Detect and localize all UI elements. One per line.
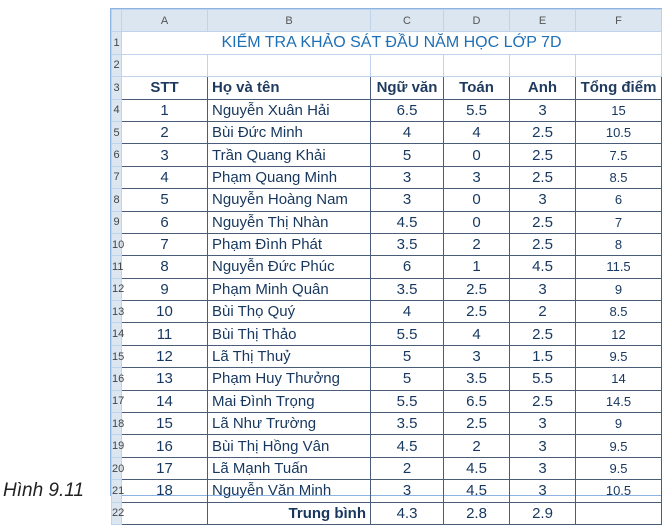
empty-cell[interactable] — [576, 54, 662, 76]
cell-math[interactable]: 4 — [444, 121, 510, 143]
table-row — [112, 390, 662, 412]
header-english[interactable]: Anh — [510, 77, 576, 99]
cell-stt[interactable]: 8 — [122, 256, 208, 278]
empty-cell[interactable] — [122, 54, 208, 76]
row-header[interactable]: 17 — [112, 390, 122, 412]
cell-stt[interactable]: 15 — [122, 413, 208, 435]
cell-literature[interactable]: 3.5 — [371, 233, 444, 255]
cell-literature[interactable]: 5 — [371, 368, 444, 390]
cell-total[interactable]: 9.5 — [576, 345, 662, 367]
column-header-d[interactable]: D — [444, 10, 510, 32]
row-header[interactable]: 18 — [112, 413, 122, 435]
cell-name[interactable]: Bùi Thị Hồng Vân — [208, 435, 371, 457]
cell-stt[interactable]: 12 — [122, 345, 208, 367]
cell-total[interactable]: 6 — [576, 189, 662, 211]
average-literature[interactable]: 4.3 — [371, 502, 444, 524]
cell-literature[interactable]: 3.5 — [371, 413, 444, 435]
table-row — [112, 233, 662, 255]
row-header[interactable]: 2 — [112, 54, 122, 76]
row-header[interactable]: 21 — [112, 480, 122, 502]
cell-english[interactable]: 2 — [510, 301, 576, 323]
row-header[interactable]: 9 — [112, 211, 122, 233]
cell-total[interactable]: 10.5 — [576, 480, 662, 502]
cell-literature[interactable]: 5.5 — [371, 323, 444, 345]
cell-total[interactable]: 8.5 — [576, 301, 662, 323]
cell-name[interactable]: Nguyễn Hoàng Nam — [208, 189, 371, 211]
cell-english[interactable]: 2.5 — [510, 166, 576, 188]
cell-literature[interactable]: 5 — [371, 144, 444, 166]
table-row — [112, 121, 662, 143]
table-row — [112, 256, 662, 278]
cell-name[interactable]: Bùi Thọ Quý — [208, 301, 371, 323]
cell-english[interactable]: 2.5 — [510, 144, 576, 166]
cell-literature[interactable]: 5.5 — [371, 390, 444, 412]
cell-math[interactable]: 2.5 — [444, 413, 510, 435]
cell-stt[interactable]: 16 — [122, 435, 208, 457]
empty-cell[interactable] — [444, 54, 510, 76]
cell-stt[interactable]: 5 — [122, 189, 208, 211]
cell-stt[interactable]: 13 — [122, 368, 208, 390]
cell-stt[interactable]: 11 — [122, 323, 208, 345]
column-header-b[interactable]: B — [208, 10, 371, 32]
cell-total[interactable]: 9.5 — [576, 435, 662, 457]
cell-total[interactable]: 15 — [576, 99, 662, 121]
cell-math[interactable]: 6.5 — [444, 390, 510, 412]
cell-total[interactable]: 9 — [576, 413, 662, 435]
header-name[interactable]: Họ và tên — [208, 77, 371, 99]
cell-english[interactable]: 3 — [510, 435, 576, 457]
column-header-e[interactable]: E — [510, 10, 576, 32]
cell-name[interactable]: Phạm Minh Quân — [208, 278, 371, 300]
cell-literature[interactable]: 2 — [371, 457, 444, 479]
cell-math[interactable]: 3 — [444, 166, 510, 188]
cell-total[interactable]: 11.5 — [576, 256, 662, 278]
header-math[interactable]: Toán — [444, 77, 510, 99]
cell-stt[interactable]: 4 — [122, 166, 208, 188]
empty-cell[interactable] — [208, 54, 371, 76]
table-row — [112, 480, 662, 502]
cell-stt[interactable]: 18 — [122, 480, 208, 502]
cell-literature[interactable]: 4.5 — [371, 211, 444, 233]
cell-math[interactable]: 0 — [444, 144, 510, 166]
cell-literature[interactable]: 3 — [371, 189, 444, 211]
row-header[interactable]: 6 — [112, 144, 122, 166]
table-row — [112, 211, 662, 233]
cell-name[interactable]: Phạm Đình Phát — [208, 233, 371, 255]
table-row — [112, 144, 662, 166]
cell-name[interactable]: Lã Thị Thuỷ — [208, 345, 371, 367]
sheet-row-1 — [112, 32, 662, 54]
cell-english[interactable]: 2.5 — [510, 390, 576, 412]
cell-total[interactable]: 7.5 — [576, 144, 662, 166]
table-row — [112, 301, 662, 323]
table-row — [112, 413, 662, 435]
sheet-row-2 — [112, 54, 662, 76]
cell-name[interactable]: Phạm Quang Minh — [208, 166, 371, 188]
header-stt[interactable]: STT — [122, 77, 208, 99]
cell-name[interactable]: Nguyễn Xuân Hải — [208, 99, 371, 121]
cell-total[interactable]: 8.5 — [576, 166, 662, 188]
cell-english[interactable]: 3 — [510, 278, 576, 300]
cell-math[interactable]: 2 — [444, 233, 510, 255]
cell-literature[interactable]: 3 — [371, 166, 444, 188]
cell-name[interactable]: Nguyễn Thị Nhàn — [208, 211, 371, 233]
cell-total[interactable]: 10.5 — [576, 121, 662, 143]
cell-math[interactable]: 2 — [444, 435, 510, 457]
empty-cell[interactable] — [576, 502, 662, 524]
spreadsheet — [110, 8, 662, 522]
average-label[interactable]: Trung bình — [208, 502, 371, 524]
cell-name[interactable]: Bùi Thị Thảo — [208, 323, 371, 345]
column-header-f[interactable]: F — [576, 10, 662, 32]
table-row — [112, 368, 662, 390]
cell-english[interactable]: 2.5 — [510, 323, 576, 345]
cell-literature[interactable]: 6.5 — [371, 99, 444, 121]
cell-name[interactable]: Phạm Huy Thưởng — [208, 368, 371, 390]
cell-stt[interactable]: 6 — [122, 211, 208, 233]
row-header[interactable]: 7 — [112, 166, 122, 188]
figure-caption: Hình 9.11 — [3, 480, 84, 501]
row-header[interactable]: 13 — [112, 301, 122, 323]
cell-total[interactable]: 8 — [576, 233, 662, 255]
row-header[interactable]: 1 — [112, 32, 122, 54]
column-header-a[interactable]: A — [122, 10, 208, 32]
row-header[interactable]: 22 — [112, 502, 122, 524]
table-row — [112, 323, 662, 345]
cell-stt[interactable]: 2 — [122, 121, 208, 143]
cell-name[interactable]: Mai Đình Trọng — [208, 390, 371, 412]
table-row — [112, 345, 662, 367]
cell-literature[interactable]: 6 — [371, 256, 444, 278]
cell-english[interactable]: 2.5 — [510, 233, 576, 255]
header-literature[interactable]: Ngữ văn — [371, 77, 444, 99]
average-english[interactable]: 2.9 — [510, 502, 576, 524]
cell-english[interactable]: 2.5 — [510, 121, 576, 143]
cell-stt[interactable]: 1 — [122, 99, 208, 121]
table-row — [112, 189, 662, 211]
cell-literature[interactable]: 4 — [371, 301, 444, 323]
average-math[interactable]: 2.8 — [444, 502, 510, 524]
row-header[interactable]: 3 — [112, 77, 122, 99]
cell-math[interactable]: 0 — [444, 211, 510, 233]
row-header[interactable]: 12 — [112, 278, 122, 300]
sheet-title[interactable]: KIỂM TRA KHẢO SÁT ĐẦU NĂM HỌC LỚP 7D — [122, 32, 662, 54]
cell-english[interactable]: 2.5 — [510, 211, 576, 233]
cell-literature[interactable]: 4.5 — [371, 435, 444, 457]
cell-stt[interactable]: 14 — [122, 390, 208, 412]
cell-math[interactable]: 1 — [444, 256, 510, 278]
table-header-row — [112, 77, 662, 99]
cell-name[interactable]: Nguyễn Văn Minh — [208, 480, 371, 502]
row-header[interactable]: 5 — [112, 121, 122, 143]
select-all-corner[interactable] — [112, 10, 122, 32]
row-header[interactable]: 4 — [112, 99, 122, 121]
cell-total[interactable]: 14.5 — [576, 390, 662, 412]
empty-cell[interactable] — [510, 54, 576, 76]
header-total[interactable]: Tổng điểm — [576, 77, 662, 99]
row-header[interactable]: 8 — [112, 189, 122, 211]
row-header[interactable]: 14 — [112, 323, 122, 345]
cell-literature[interactable]: 4 — [371, 121, 444, 143]
cell-stt[interactable]: 17 — [122, 457, 208, 479]
cell-stt[interactable]: 7 — [122, 233, 208, 255]
cell-stt[interactable]: 3 — [122, 144, 208, 166]
table-row — [112, 435, 662, 457]
empty-cell[interactable] — [122, 502, 208, 524]
table-row — [112, 99, 662, 121]
cell-total[interactable]: 9 — [576, 278, 662, 300]
table-row — [112, 166, 662, 188]
cell-stt[interactable]: 10 — [122, 301, 208, 323]
cell-math[interactable]: 3 — [444, 345, 510, 367]
cell-total[interactable]: 12 — [576, 323, 662, 345]
cell-name[interactable]: Lã Như Trường — [208, 413, 371, 435]
cell-math[interactable]: 2.5 — [444, 301, 510, 323]
cell-math[interactable]: 3.5 — [444, 368, 510, 390]
table-row — [112, 457, 662, 479]
cell-math[interactable]: 4.5 — [444, 457, 510, 479]
cell-total[interactable]: 9.5 — [576, 457, 662, 479]
column-header-c[interactable]: C — [371, 10, 444, 32]
cell-name[interactable]: Bùi Đức Minh — [208, 121, 371, 143]
cell-english[interactable]: 5.5 — [510, 368, 576, 390]
cell-name[interactable]: Nguyễn Đức Phúc — [208, 256, 371, 278]
cell-total[interactable]: 7 — [576, 211, 662, 233]
cell-stt[interactable]: 9 — [122, 278, 208, 300]
cell-english[interactable]: 3 — [510, 99, 576, 121]
average-row — [112, 502, 662, 524]
cell-literature[interactable]: 3.5 — [371, 278, 444, 300]
cell-literature[interactable]: 5 — [371, 345, 444, 367]
cell-math[interactable]: 4 — [444, 323, 510, 345]
cell-english[interactable]: 3 — [510, 189, 576, 211]
cell-literature[interactable]: 3 — [371, 480, 444, 502]
empty-cell[interactable] — [371, 54, 444, 76]
row-header[interactable]: 19 — [112, 435, 122, 457]
cell-name[interactable]: Trần Quang Khải — [208, 144, 371, 166]
cell-math[interactable]: 4.5 — [444, 480, 510, 502]
cell-english[interactable]: 3 — [510, 457, 576, 479]
cell-english[interactable]: 1.5 — [510, 345, 576, 367]
cell-math[interactable]: 0 — [444, 189, 510, 211]
cell-total[interactable]: 14 — [576, 368, 662, 390]
spreadsheet-grid — [111, 9, 662, 525]
cell-english[interactable]: 3 — [510, 480, 576, 502]
cell-math[interactable]: 2.5 — [444, 278, 510, 300]
row-header[interactable]: 20 — [112, 457, 122, 479]
column-header-row — [112, 10, 662, 32]
cell-english[interactable]: 4.5 — [510, 256, 576, 278]
cell-name[interactable]: Lã Mạnh Tuấn — [208, 457, 371, 479]
table-row — [112, 278, 662, 300]
row-header[interactable]: 16 — [112, 368, 122, 390]
cell-math[interactable]: 5.5 — [444, 99, 510, 121]
row-header[interactable]: 10 — [112, 233, 122, 255]
row-header[interactable]: 15 — [112, 345, 122, 367]
cell-english[interactable]: 3 — [510, 413, 576, 435]
row-header[interactable]: 11 — [112, 256, 122, 278]
